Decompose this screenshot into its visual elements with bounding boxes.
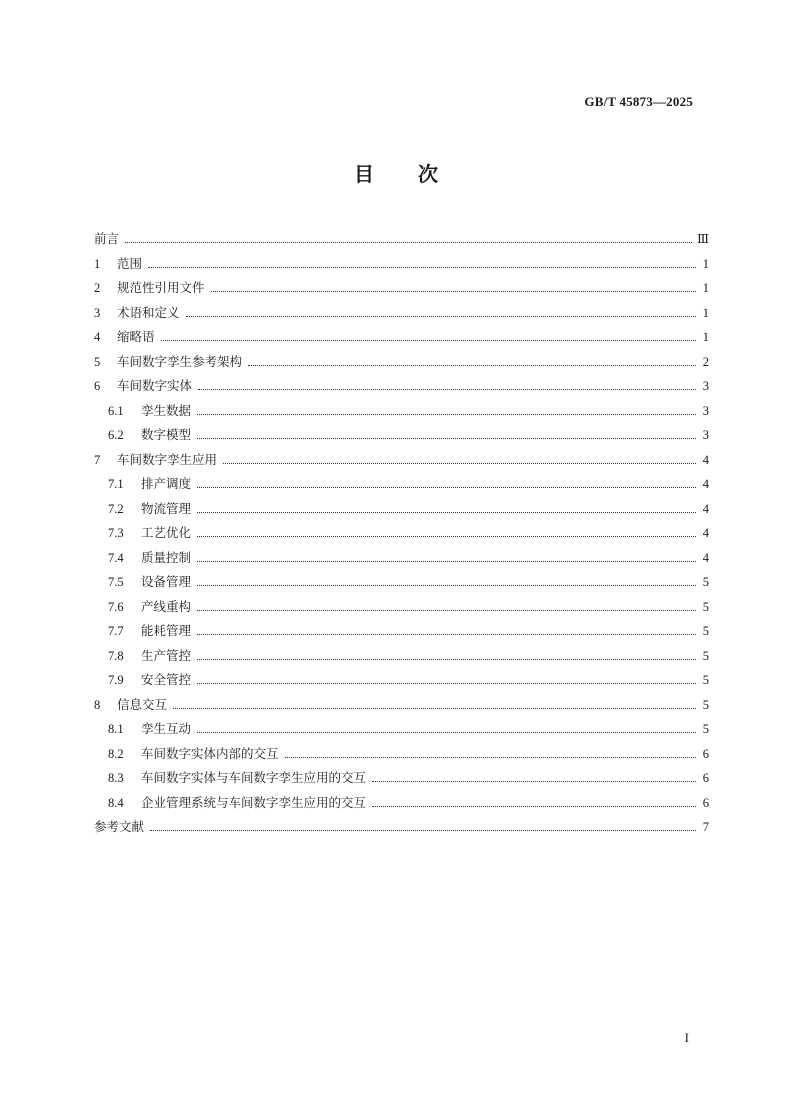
toc-entry-page: 5 [702, 599, 709, 614]
toc-entry-page: 5 [702, 575, 709, 589]
toc-entry-label: 排产调度 [141, 476, 192, 491]
toc-entry-page: 4 [702, 501, 709, 516]
toc-dot-leader [197, 414, 696, 415]
toc-entry-number: 1 [94, 256, 101, 271]
toc-entry-number: 7.5 [108, 575, 124, 589]
toc-entry-page: 4 [702, 550, 709, 565]
toc-entry-label: 物流管理 [141, 500, 192, 516]
toc-dot-leader [125, 242, 692, 243]
toc-entry-number: 7.8 [108, 648, 124, 663]
toc-entry[interactable] [94, 570, 709, 595]
toc-entry[interactable] [94, 668, 709, 693]
toc-entry-label: 前言 [94, 231, 120, 246]
toc-entry-label: 企业管理系统与车间数字孪生应用的交互 [141, 794, 367, 810]
page-number: I [684, 1030, 689, 1045]
toc-entry-page: 2 [702, 354, 709, 369]
toc-entry[interactable] [94, 546, 709, 571]
toc-entry-number: 8.4 [108, 795, 124, 810]
toc-entry[interactable] [94, 374, 709, 399]
toc-dot-leader [150, 830, 696, 831]
toc-entry-page: Ⅲ [696, 232, 709, 246]
toc-dot-leader [197, 536, 696, 537]
toc-entry[interactable] [94, 497, 709, 522]
toc-entry-label: 工艺优化 [141, 525, 192, 540]
toc-entry-number: 4 [94, 330, 101, 344]
toc-entry[interactable] [94, 717, 709, 742]
toc-entry[interactable] [94, 276, 709, 301]
toc-entry-number: 7 [94, 452, 101, 467]
toc-entry[interactable] [94, 619, 709, 644]
toc-entry-page: 7 [702, 820, 709, 834]
toc-dot-leader [248, 365, 696, 366]
toc-entry-label: 规范性引用文件 [117, 280, 205, 295]
page-title: 目次 [354, 162, 482, 186]
toc-entry-page: 1 [702, 256, 709, 271]
toc-entry[interactable] [94, 742, 709, 767]
toc-entry-page: 3 [702, 428, 709, 442]
toc-entry-page: 5 [702, 624, 709, 638]
toc-entry-page: 3 [702, 403, 709, 418]
toc-entry[interactable] [94, 423, 709, 448]
toc-entry-number: 8 [94, 697, 101, 712]
toc-entry[interactable] [94, 644, 709, 669]
toc-entry-label: 孪生互动 [141, 721, 192, 736]
toc-entry-number: 8.2 [108, 746, 124, 761]
toc-entry-label: 车间数字孪生参考架构 [117, 353, 243, 369]
toc-entry-page: 6 [702, 746, 709, 761]
toc-entry[interactable] [94, 472, 709, 497]
toc-entry-label: 车间数字实体 [117, 378, 193, 393]
toc-entry-page: 1 [702, 330, 709, 344]
toc-entry-number: 2 [94, 281, 101, 295]
toc-entry-number: 8.3 [108, 771, 124, 785]
toc-entry-number: 6 [94, 379, 101, 393]
toc-dot-leader [161, 340, 696, 341]
toc-entry[interactable] [94, 791, 709, 816]
toc-entry-label: 车间数字实体与车间数字孪生应用的交互 [141, 770, 367, 785]
toc-entry-label: 车间数字孪生应用 [117, 451, 218, 467]
toc-entry-page: 4 [702, 452, 709, 467]
toc-entry[interactable] [94, 693, 709, 718]
toc-entry[interactable] [94, 325, 709, 350]
toc-entry-label: 缩略语 [117, 329, 155, 344]
toc-entry-page: 6 [702, 771, 709, 785]
toc-entry[interactable] [94, 252, 709, 277]
toc-entry[interactable] [94, 815, 709, 840]
toc-entry-label: 车间数字实体内部的交互 [141, 745, 279, 761]
toc-entry-label: 安全管控 [141, 672, 192, 687]
toc-entry-label: 范围 [117, 255, 143, 271]
toc-dot-leader [197, 487, 696, 488]
toc-entry-label: 产线重构 [141, 598, 192, 614]
toc-entry[interactable] [94, 595, 709, 620]
toc-entry-page: 4 [702, 526, 709, 540]
toc-entry-label: 质量控制 [141, 549, 192, 565]
toc-entry-number: 5 [94, 354, 101, 369]
toc-entry-label: 数字模型 [141, 427, 192, 442]
toc-entry[interactable] [94, 521, 709, 546]
toc-entry-page: 3 [702, 379, 709, 393]
toc-dot-leader [197, 438, 696, 439]
toc-dot-leader [285, 757, 696, 758]
toc-entry-number: 8.1 [108, 722, 124, 736]
toc-entry-label: 孪生数据 [141, 402, 192, 418]
toc-entry-number: 7.4 [108, 550, 124, 565]
toc-entry-number: 7.6 [108, 599, 124, 614]
toc-dot-leader [211, 291, 696, 292]
toc-dot-leader [173, 708, 696, 709]
toc-dot-leader [197, 610, 696, 611]
toc-dot-leader [223, 463, 696, 464]
toc-entry[interactable] [94, 399, 709, 424]
toc-entry-page: 5 [702, 722, 709, 736]
toc-entry-page: 1 [702, 281, 709, 295]
toc-entry-number: 3 [94, 305, 101, 320]
toc-entry[interactable] [94, 301, 709, 326]
toc-dot-leader [372, 806, 696, 807]
toc-entry-page: 5 [702, 673, 709, 687]
toc-entry-label: 能耗管理 [141, 623, 192, 638]
toc-entry-number: 7.3 [108, 526, 124, 540]
toc-entry-label: 信息交互 [117, 696, 168, 712]
toc-entry-page: 5 [702, 648, 709, 663]
toc-entry-page: 6 [702, 795, 709, 810]
standard-code: GB/T 45873—2025 [584, 94, 693, 109]
table-of-contents [94, 227, 709, 840]
toc-entry-label: 术语和定义 [117, 304, 180, 320]
toc-entry-number: 6.1 [108, 403, 124, 418]
toc-dot-leader [197, 634, 696, 635]
toc-entry-number: 7.2 [108, 501, 124, 516]
toc-entry[interactable] [94, 448, 709, 473]
toc-entry-page: 1 [702, 305, 709, 320]
toc-entry-number: 6.2 [108, 428, 124, 442]
toc-dot-leader [197, 732, 696, 733]
toc-dot-leader [198, 389, 696, 390]
toc-entry-label: 生产管控 [141, 647, 192, 663]
toc-entry-number: 7.9 [108, 673, 124, 687]
toc-entry[interactable] [94, 766, 709, 791]
toc-dot-leader [186, 316, 696, 317]
toc-dot-leader [372, 781, 696, 782]
toc-dot-leader [197, 683, 696, 684]
toc-dot-leader [148, 267, 696, 268]
toc-entry[interactable] [94, 350, 709, 375]
toc-entry-number: 7.7 [108, 624, 124, 638]
toc-entry-number: 7.1 [108, 477, 124, 491]
toc-entry-label: 设备管理 [141, 574, 192, 589]
toc-dot-leader [197, 585, 696, 586]
toc-entry-page: 4 [702, 477, 709, 491]
toc-dot-leader [197, 512, 696, 513]
toc-entry-page: 5 [702, 697, 709, 712]
toc-dot-leader [197, 561, 696, 562]
toc-dot-leader [197, 659, 696, 660]
toc-entry-label: 参考文献 [94, 819, 145, 834]
toc-entry[interactable] [94, 227, 709, 252]
